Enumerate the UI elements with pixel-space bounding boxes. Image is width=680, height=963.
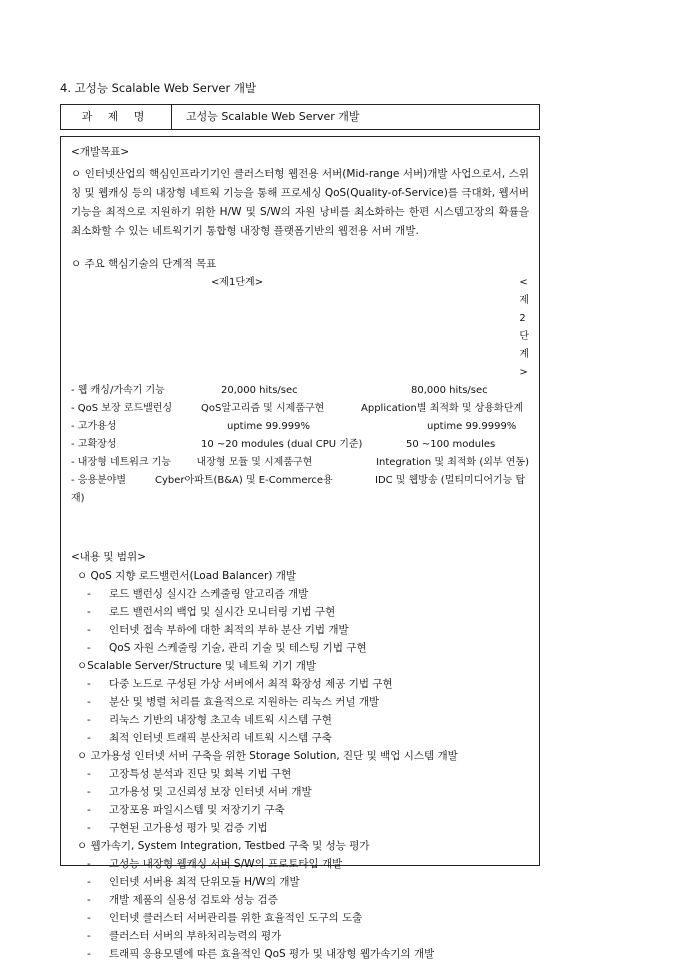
stage-goals-title: ㅇ 주요 핵심기술의 단계적 목표 (71, 258, 217, 270)
project-title-table (60, 104, 540, 130)
list-item: - 고가용성 및 고신뢰성 보장 인터넷 서버 개발 (87, 786, 312, 798)
stage-row (71, 400, 529, 418)
scope-group-title: ㅇ 고가용성 인터넷 서버 구축을 위한 Storage Solution, 진단 및 백업 시스템 개발 (77, 750, 458, 762)
list-item: - 로드 밸런서의 백업 및 실시간 모니터링 기법 구현 (87, 606, 336, 618)
stage2-value: IDC 및 웹방송 (멀티미디어기능 탑재) (71, 475, 526, 504)
stage2-value: Application별 최적화 및 상용화단계 (361, 403, 524, 414)
list-item: - 다중 노드로 구성된 가상 서버에서 최적 확장성 제공 기법 구현 (87, 678, 393, 690)
goal-paragraph: ㅇ 인터넷산업의 핵심인프라기기인 클러스터형 웹전용 서버(Mid-range 서버)개발 사업으로서, 스위칭 및 웹캐싱 등의 내장형 네트웍 기능을 통해 프로세싱 QoS(Quality-of-Service)를 극대화, 웹서버 기능을 최적으로 지원하기 위한 H/W 및 S/W의 자원 낭비를 최소화하는 한편 시스템고장의 확률을 최소화할 수 있는 네트웍기기 통합형 내장형 플랫폼기반의 웹전용 서버 개발. (71, 168, 529, 237)
list-item: - 구현된 고가용성 평가 및 검증 기법 (87, 822, 268, 834)
stage2-value: 50 ~100 modules (406, 439, 496, 450)
stage2-value: uptime 99.9999% (427, 421, 517, 432)
stage2-value: 80,000 hits/sec (411, 385, 488, 396)
list-item: - QoS 자원 스케줄링 기술, 관리 기술 및 테스팅 기법 구현 (87, 642, 367, 654)
stage1-value: 내장형 모듈 및 시제품구현 (196, 457, 313, 468)
list-item: - 인터넷 서버용 최적 단위모듈 H/W의 개발 (87, 876, 300, 888)
list-item: - 최적 인터넷 트래픽 분산처리 네트웍 시스템 구축 (87, 732, 332, 744)
scope-group-title: ㅇScalable Server/Structure 및 네트웍 기기 개발 (77, 660, 317, 672)
stage-row-label: - 고가용성 (71, 421, 117, 432)
stage1-value: uptime 99.999% (227, 421, 310, 432)
project-title-label: 과 제 명 (61, 105, 172, 129)
project-content-box (60, 136, 540, 960)
goal-section-title: <개발목표> (71, 146, 130, 158)
scope-group-title: ㅇ 웹가속기, System Integration, Testbed 구축 및 성능 평가 (77, 840, 370, 852)
scope-section-title: <내용 및 범위> (71, 551, 146, 563)
stage-row-label: - 내장형 네트워크 기능 (71, 457, 172, 468)
stage1-value: Cyber아파트(B&A) 및 E-Commerce용 (155, 475, 333, 486)
stage1-value: QoS알고리즘 및 시제품구현 (201, 403, 325, 414)
list-item: - 분산 및 병렬 처리를 효율적으로 지원하는 리눅스 커널 개발 (87, 696, 380, 708)
list-item: - 고장포용 파일시스템 및 저장기기 구축 (87, 804, 285, 816)
list-item: - 고장특성 분석과 진단 및 회복 기법 구현 (87, 768, 292, 780)
stage-row (71, 472, 529, 508)
stage-row-label: - 고확장성 (71, 439, 117, 450)
stage1-header: <제1단계> (211, 277, 264, 288)
stage2-header: <제2단계> (519, 277, 529, 378)
list-item: - 로드 밸런싱 실시간 스케줄링 알고리즘 개발 (87, 588, 309, 600)
stage1-value: 20,000 hits/sec (221, 385, 298, 396)
stage-row-label: - 응용분야별 (71, 475, 127, 486)
list-item: - 인터넷 접속 부하에 대한 최적의 부하 분산 기법 개발 (87, 624, 349, 636)
project-title-value: 고성능 Scalable Web Server 개발 (186, 110, 360, 123)
stage-row (71, 454, 529, 472)
list-item: - 클러스터 서버의 부하처리능력의 평가 (87, 930, 282, 942)
list-item: - 인터넷 클러스터 서버관리를 위한 효율적인 도구의 도출 (87, 912, 363, 924)
stage-row (71, 382, 529, 400)
stage-row-label: - QoS 보장 로드밸런싱 (71, 403, 173, 414)
list-item: - 고성능 내장형 웹캐싱 서버 S/W의 프로토타입 개발 (87, 858, 343, 870)
stage-header-row (71, 274, 529, 382)
scope-group-title: ㅇ QoS 지향 로드밸런서(Load Balancer) 개발 (77, 570, 297, 582)
list-item: - 리눅스 기반의 내장형 초고속 네트웍 시스템 구현 (87, 714, 332, 726)
stage-row-label: - 웹 캐싱/가속기 기능 (71, 385, 165, 396)
stage-row (71, 418, 529, 436)
section-heading: 4. 고성능 Scalable Web Server 개발 (60, 81, 257, 95)
list-item: - 트래픽 응용모델에 따른 효율적인 QoS 평가 및 내장형 웹가속기의 개발 (87, 948, 435, 960)
stage1-value: 10 ~20 modules (dual CPU 기준) (201, 439, 363, 450)
stage-row (71, 436, 529, 454)
list-item: - 개발 제품의 실용성 검토와 성능 검증 (87, 894, 278, 906)
stage2-value: Integration 및 최적화 (외부 연동) (376, 457, 529, 468)
